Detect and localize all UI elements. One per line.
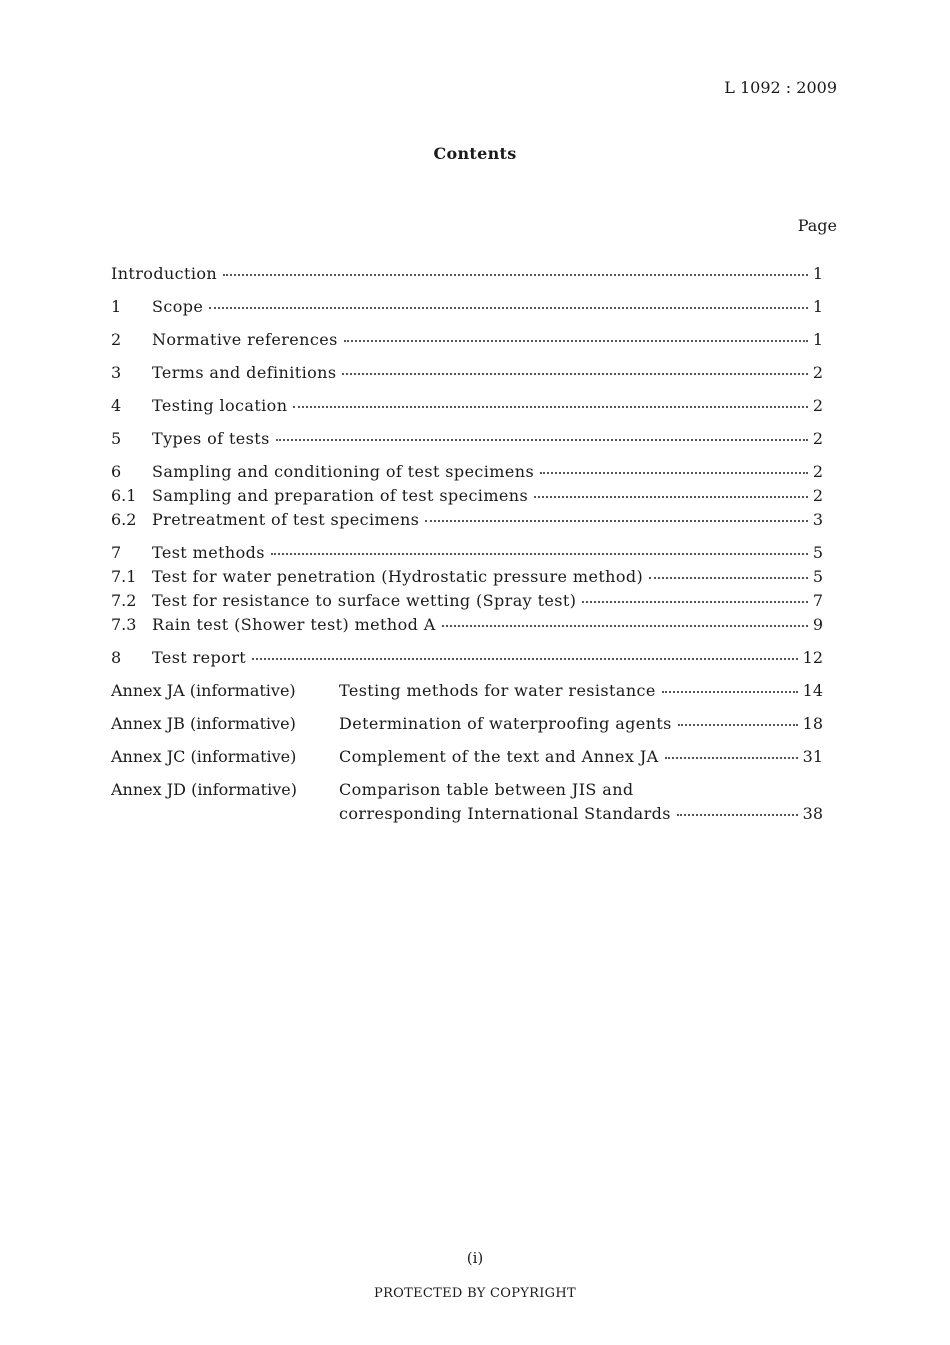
toc-entry-annex-ja[interactable] xyxy=(111,679,823,703)
page-column-label: Page xyxy=(797,216,837,235)
toc-page: 3 xyxy=(812,510,823,529)
copyright-notice: PROTECTED BY COPYRIGHT xyxy=(374,1286,576,1301)
dot-leader xyxy=(540,472,808,474)
toc-number: 7.3 xyxy=(111,615,137,634)
toc-page: 2 xyxy=(812,363,823,382)
toc-label: Test for water penetration (Hydrostatic pressure method) xyxy=(152,567,644,586)
dot-leader xyxy=(582,601,807,603)
toc-page: 2 xyxy=(812,462,823,481)
dot-leader xyxy=(344,340,808,342)
toc-number: 7.2 xyxy=(111,591,137,610)
dot-leader xyxy=(425,520,808,522)
toc-page: 2 xyxy=(812,396,823,415)
toc-label: Sampling and preparation of test specimens xyxy=(152,486,529,505)
toc-page: 9 xyxy=(812,615,823,634)
toc-entry-annex-jc[interactable] xyxy=(111,745,823,769)
standard-number: L 1092 : 2009 xyxy=(724,78,837,97)
toc-page: 38 xyxy=(802,804,823,823)
toc-page: 5 xyxy=(812,567,823,586)
dot-leader xyxy=(252,658,798,660)
toc-label: Sampling and conditioning of test specimens xyxy=(152,462,535,481)
toc-number: 2 xyxy=(111,330,122,349)
dot-leader xyxy=(209,307,808,309)
toc-number: 6 xyxy=(111,462,122,481)
toc-number: 6.1 xyxy=(111,486,137,505)
toc-label: Test report xyxy=(152,648,247,667)
toc-entry-pretreatment[interactable] xyxy=(111,508,823,532)
toc-page: 14 xyxy=(802,681,823,700)
toc-page: 1 xyxy=(812,264,823,283)
toc-entry-spray-test[interactable] xyxy=(111,589,823,613)
toc-page: 7 xyxy=(812,591,823,610)
toc-number: 7.1 xyxy=(111,567,137,586)
toc-number: 5 xyxy=(111,429,122,448)
toc-label: Test methods xyxy=(152,543,265,562)
toc-label: Terms and definitions xyxy=(152,363,337,382)
toc-label: Testing methods for water resistance xyxy=(339,681,656,700)
annex-label: Annex JC (informative) xyxy=(111,747,297,766)
dot-leader xyxy=(293,406,807,408)
table-of-contents xyxy=(111,262,823,826)
toc-label: Complement of the text and Annex JA xyxy=(339,747,659,766)
toc-entry-introduction[interactable] xyxy=(111,262,823,286)
toc-page: 12 xyxy=(802,648,823,667)
toc-entry-normative-references[interactable] xyxy=(111,328,823,352)
toc-entry-terms-definitions[interactable] xyxy=(111,361,823,385)
dot-leader xyxy=(534,496,808,498)
toc-number: 3 xyxy=(111,363,122,382)
annex-label: Annex JA (informative) xyxy=(111,681,296,700)
toc-label: corresponding International Standards xyxy=(339,804,671,823)
toc-number: 4 xyxy=(111,396,122,415)
dot-leader xyxy=(271,553,808,555)
toc-page: 31 xyxy=(802,747,823,766)
page-marker: (i) xyxy=(466,1249,484,1267)
toc-number: 7 xyxy=(111,543,122,562)
toc-entry-sampling-conditioning[interactable] xyxy=(111,460,823,484)
annex-label: Annex JB (informative) xyxy=(111,714,296,733)
toc-entry-annex-jd-continued[interactable] xyxy=(111,802,823,826)
toc-entry-water-penetration[interactable] xyxy=(111,565,823,589)
toc-page: 1 xyxy=(812,330,823,349)
toc-entry-rain-test[interactable] xyxy=(111,613,823,637)
toc-label: Testing location xyxy=(152,396,288,415)
dot-leader xyxy=(223,274,808,276)
toc-number: 1 xyxy=(111,297,122,316)
toc-entry-annex-jd[interactable] xyxy=(111,778,823,802)
toc-number: 6.2 xyxy=(111,510,137,529)
toc-page: 1 xyxy=(812,297,823,316)
dot-leader xyxy=(342,373,807,375)
dot-leader xyxy=(649,577,808,579)
toc-label: Scope xyxy=(152,297,204,316)
page-title: Contents xyxy=(433,144,517,163)
dot-leader xyxy=(662,691,798,693)
toc-label: Rain test (Shower test) method A xyxy=(152,615,436,634)
toc-entry-testing-location[interactable] xyxy=(111,394,823,418)
toc-label: Test for resistance to surface wetting (Spray test) xyxy=(152,591,577,610)
toc-entry-sampling-preparation[interactable] xyxy=(111,484,823,508)
annex-label: Annex JD (informative) xyxy=(111,780,297,799)
toc-label: Pretreatment of test specimens xyxy=(152,510,420,529)
dot-leader xyxy=(442,625,808,627)
toc-entry-scope[interactable] xyxy=(111,295,823,319)
toc-page: 18 xyxy=(802,714,823,733)
toc-label: Determination of waterproofing agents xyxy=(339,714,672,733)
dot-leader xyxy=(677,814,798,816)
toc-label: Comparison table between JIS and xyxy=(339,780,634,799)
dot-leader xyxy=(665,757,798,759)
toc-entry-test-report[interactable] xyxy=(111,646,823,670)
toc-label: Types of tests xyxy=(152,429,270,448)
toc-entry-types-of-tests[interactable] xyxy=(111,427,823,451)
toc-page: 5 xyxy=(812,543,823,562)
toc-number: 8 xyxy=(111,648,122,667)
toc-page: 2 xyxy=(812,429,823,448)
dot-leader xyxy=(678,724,798,726)
toc-label: Introduction xyxy=(111,264,218,283)
toc-entry-annex-jb[interactable] xyxy=(111,712,823,736)
dot-leader xyxy=(276,439,808,441)
toc-page: 2 xyxy=(812,486,823,505)
toc-entry-test-methods[interactable] xyxy=(111,541,823,565)
toc-label: Normative references xyxy=(152,330,338,349)
